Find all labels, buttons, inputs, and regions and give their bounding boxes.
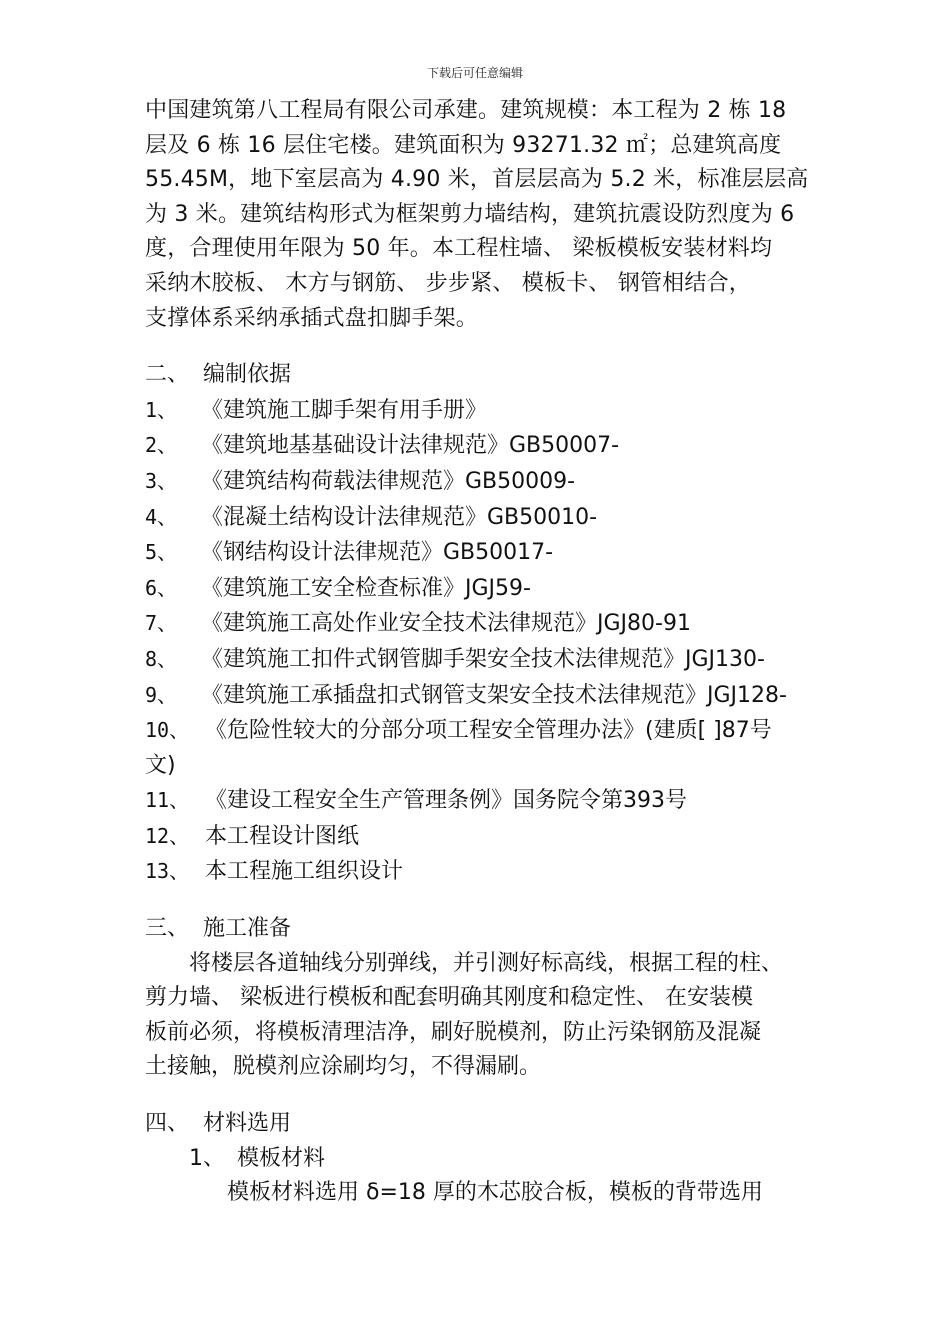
list-item xyxy=(145,819,810,855)
section-heading-preparation xyxy=(145,912,810,947)
list-item-text: 《建筑施工安全检查标准》JGJ59- xyxy=(201,575,531,601)
document-body xyxy=(145,94,810,1211)
intro-line: 55.45M，地下室层高为 4.90 米，首层层高为 5.2 米，标准层层高 xyxy=(145,167,809,193)
basis-list xyxy=(145,393,810,890)
list-item-number: 8、 xyxy=(145,646,178,671)
section-number: 四、 xyxy=(145,1111,190,1137)
list-item-text: 《建筑结构荷载法律规范》GB50009- xyxy=(201,468,576,494)
page-header: 下载后可任意编辑 xyxy=(426,66,523,80)
paragraph-line: 剪力墙、 梁板进行模板和配套明确其刚度和稳定性、 在安装模 xyxy=(145,985,753,1011)
section-title: 编制依据 xyxy=(203,362,292,388)
list-item xyxy=(145,642,810,678)
section-number: 二、 xyxy=(145,362,190,388)
list-item-text: 《危险性较大的分部分项工程安全管理办法》(建质[ ]87号 xyxy=(205,718,772,744)
list-item-number: 11、 xyxy=(145,788,190,813)
list-item-text: 《混凝土结构设计法律规范》GB50010- xyxy=(201,504,598,530)
intro-line: 度，合理使用年限为 50 年。本工程柱墙、 梁板模板安装材料均 xyxy=(145,236,773,262)
list-item-number: 3、 xyxy=(145,468,178,493)
list-item-continuation: 文) xyxy=(145,752,176,778)
list-item xyxy=(145,535,810,571)
paragraph-line: 将楼层各道轴线分别弹线，并引测好标高线，根据工程的柱、 xyxy=(189,950,784,976)
list-item-text: 本工程施工组织设计 xyxy=(205,859,404,885)
intro-line: 支撑体系采纳承插式盘扣脚手架。 xyxy=(145,305,479,331)
list-item-number: 13、 xyxy=(145,859,190,884)
intro-paragraph xyxy=(145,94,810,336)
list-item xyxy=(145,393,810,429)
section-title: 施工准备 xyxy=(203,916,292,942)
list-item xyxy=(145,464,810,500)
list-item-text: 本工程设计图纸 xyxy=(205,823,360,849)
section-heading-materials xyxy=(145,1107,810,1142)
list-item-text: 《建设工程安全生产管理条例》国务院令第393号 xyxy=(205,788,687,814)
subsection-number: 1、 xyxy=(189,1145,225,1171)
list-item-text: 《建筑地基基础设计法律规范》GB50007- xyxy=(201,433,620,459)
section-number: 三、 xyxy=(145,916,190,942)
list-item xyxy=(145,783,810,819)
subsection-line: 模板材料选用 δ=18 厚的木芯胶合板，模板的背带选用 xyxy=(227,1180,763,1206)
list-item xyxy=(145,428,810,464)
list-item-number: 1、 xyxy=(145,397,178,422)
paragraph-line: 板前必须，将模板清理洁净，刷好脱模剂，防止污染钢筋及混凝 xyxy=(145,1019,762,1045)
list-item-text: 《钢结构设计法律规范》GB50017- xyxy=(201,540,554,566)
list-item xyxy=(145,713,810,749)
section-title: 材料选用 xyxy=(203,1111,292,1137)
list-item xyxy=(145,500,810,536)
list-item-text: 《建筑施工脚手架有用手册》 xyxy=(201,397,488,423)
list-item-number: 10、 xyxy=(145,718,190,743)
list-item-number: 6、 xyxy=(145,575,178,600)
list-item-number: 12、 xyxy=(145,823,190,848)
list-item-text: 《建筑施工高处作业安全技术法律规范》JGJ80-91 xyxy=(201,611,691,637)
intro-line: 采纳木胶板、 木方与钢筋、 步步紧、 模板卡、 钢管相结合， xyxy=(145,270,751,296)
list-item xyxy=(145,678,810,714)
list-item xyxy=(145,606,810,642)
list-item xyxy=(145,571,810,607)
list-item-number: 4、 xyxy=(145,504,178,529)
subsection-title: 模板材料 xyxy=(237,1145,326,1171)
intro-line: 为 3 米。建筑结构形式为框架剪力墙结构，建筑抗震设防烈度为 6 xyxy=(145,201,795,227)
paragraph-line: 土接触，脱模剂应涂刷均匀，不得漏刷。 xyxy=(145,1054,542,1080)
preparation-paragraph xyxy=(145,947,810,1085)
section-heading-basis xyxy=(145,358,810,393)
list-item-number: 9、 xyxy=(145,682,178,707)
intro-line: 中国建筑第八工程局有限公司承建。建筑规模：本工程为 2 栋 18 xyxy=(145,98,787,123)
list-item-number: 7、 xyxy=(145,611,178,636)
list-item-number: 2、 xyxy=(145,433,178,458)
list-item xyxy=(145,854,810,890)
list-item-number: 5、 xyxy=(145,540,178,565)
subsection-heading xyxy=(145,1142,810,1177)
list-item-text: 《建筑施工扣件式钢管脚手架安全技术法律规范》JGJ130- xyxy=(201,646,765,672)
intro-line: 层及 6 栋 16 层住宅楼。建筑面积为 93271.32 ㎡；总建筑高度 xyxy=(145,132,782,158)
list-item-text: 《建筑施工承插盘扣式钢管支架安全技术法律规范》JGJ128- xyxy=(201,682,787,708)
